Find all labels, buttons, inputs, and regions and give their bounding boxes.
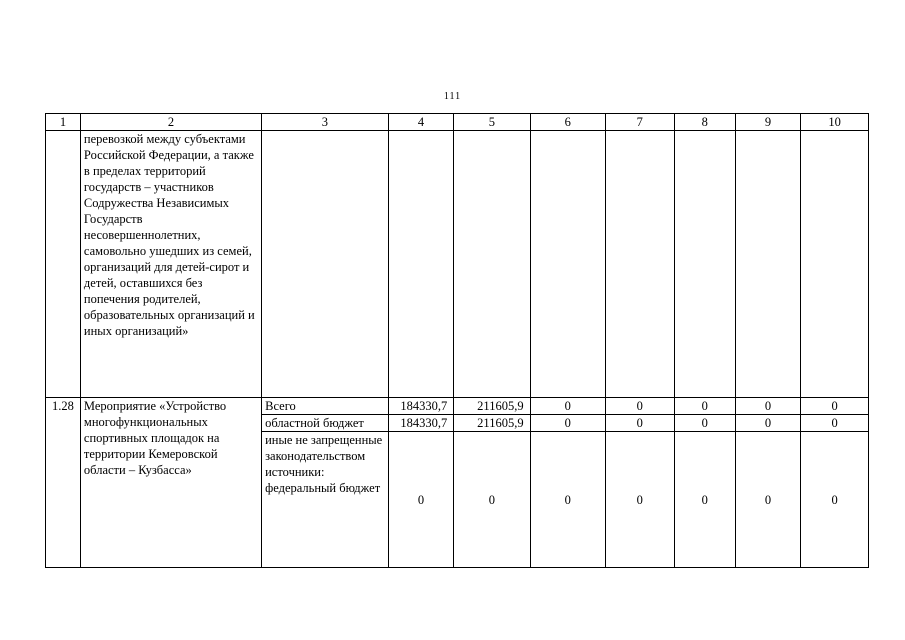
column-number: 6 <box>530 114 605 131</box>
column-number: 4 <box>388 114 453 131</box>
column-number: 9 <box>735 114 800 131</box>
value-cell: 0 <box>530 398 605 415</box>
empty-cell <box>530 131 605 398</box>
funding-source: иные не запрещенные законодательством источники: федеральный бюджет <box>262 432 389 568</box>
continuation-text: перевозкой между субъектами Российской Федерации, а также в пределах территорий государств – участников Содружества Независимых Государств несовершеннолетних, самовольно ушедших из семей, организаций для детей-сирот и детей, оставшихся без попечения родителей, образовательных организаций и иных организаций» <box>80 131 261 398</box>
value-cell: 211605,9 <box>454 415 530 432</box>
empty-cell <box>454 131 530 398</box>
value-cell: 0 <box>674 398 735 415</box>
budget-table <box>45 113 869 568</box>
value-cell: 0 <box>605 398 674 415</box>
value-cell: 0 <box>735 398 800 415</box>
empty-cell <box>735 131 800 398</box>
value-cell: 0 <box>605 432 674 568</box>
funding-source: Всего <box>262 398 389 415</box>
value-cell: 0 <box>801 432 869 568</box>
empty-cell <box>262 131 389 398</box>
empty-cell <box>801 131 869 398</box>
value-cell: 0 <box>454 432 530 568</box>
column-number: 3 <box>262 114 389 131</box>
value-cell: 0 <box>735 432 800 568</box>
measure-number: 1.28 <box>46 398 81 568</box>
value-cell: 0 <box>674 415 735 432</box>
value-cell: 0 <box>605 415 674 432</box>
funding-source: областной бюджет <box>262 415 389 432</box>
empty-cell <box>674 131 735 398</box>
column-number: 10 <box>801 114 869 131</box>
column-number: 5 <box>454 114 530 131</box>
column-number: 1 <box>46 114 81 131</box>
measure-title: Мероприятие «Устройство многофункциональных спортивных площадок на территории Кемеровской области – Кузбасса» <box>80 398 261 568</box>
value-cell: 184330,7 <box>388 398 453 415</box>
value-cell: 211605,9 <box>454 398 530 415</box>
value-cell: 0 <box>735 415 800 432</box>
column-number-header-row <box>46 114 869 131</box>
value-cell: 0 <box>530 415 605 432</box>
value-cell: 0 <box>530 432 605 568</box>
continuation-row <box>46 131 869 398</box>
column-number: 7 <box>605 114 674 131</box>
value-cell: 0 <box>801 398 869 415</box>
table-row <box>46 398 869 415</box>
value-cell: 0 <box>674 432 735 568</box>
empty-cell <box>605 131 674 398</box>
empty-cell <box>46 131 81 398</box>
empty-cell <box>388 131 453 398</box>
column-number: 2 <box>80 114 261 131</box>
page-number: 111 <box>443 91 462 102</box>
column-number: 8 <box>674 114 735 131</box>
value-cell: 0 <box>801 415 869 432</box>
value-cell: 184330,7 <box>388 415 453 432</box>
value-cell: 0 <box>388 432 453 568</box>
